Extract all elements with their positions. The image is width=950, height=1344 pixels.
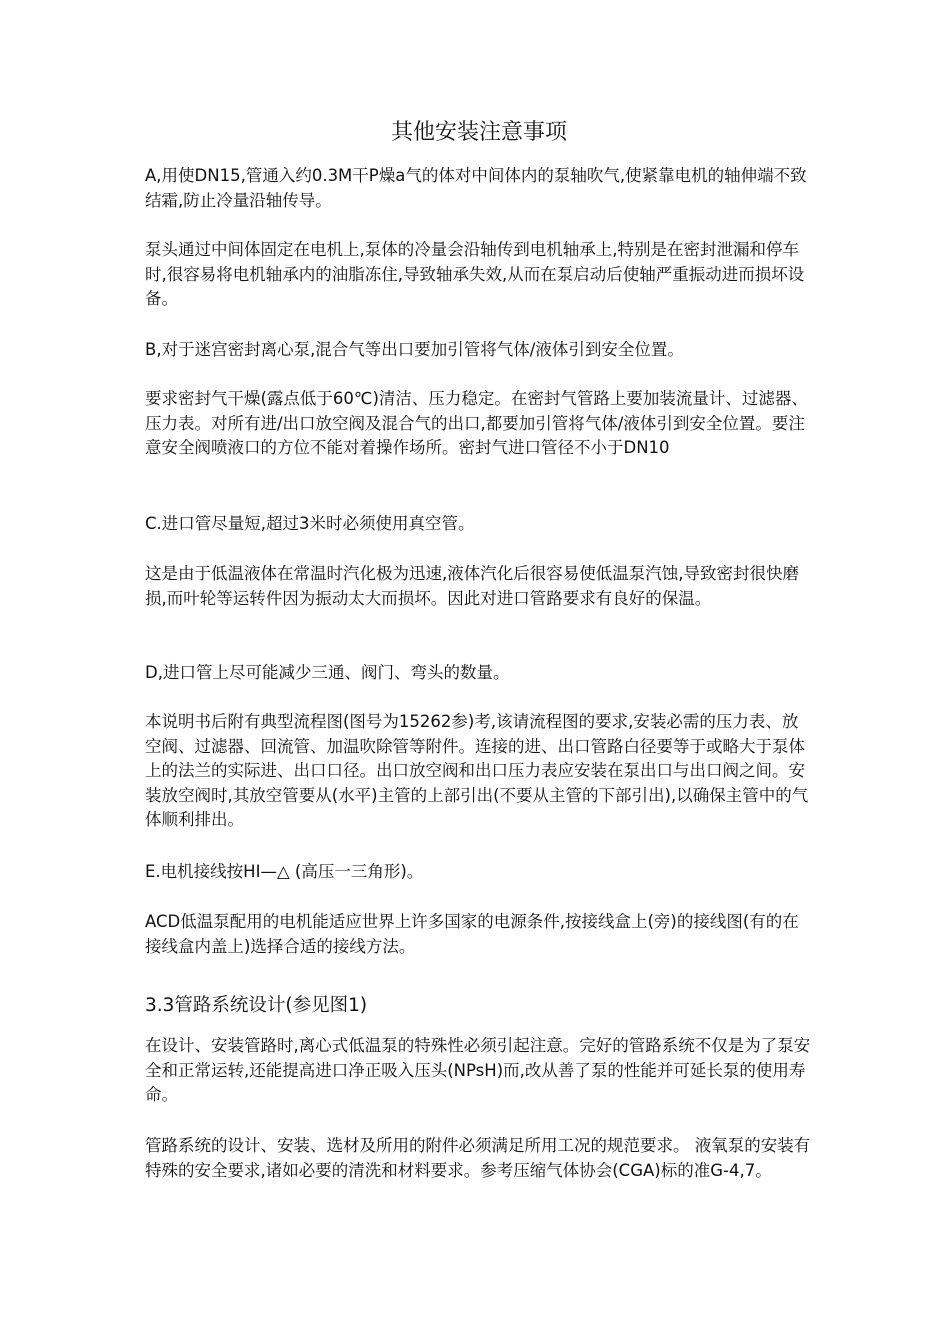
paragraph-b-detail: 要求密封气干燥(露点低于60℃)清洁、压力稳定。在密封气管路上要加装流量计、过滤器、压力表。对所有进/出口放空阀及混合气的出口,都要加引管将气体/液体引到安全位置。要注意安全阀喷液口的方位不能对着操作场所。密封气进口管径不小于DN10 (145, 389, 808, 457)
paragraph-e: E.电机接线按HI—△ (高压一三角形)。 (145, 862, 424, 881)
paragraph-d: D,进口管上尽可能减少三通、阀门、弯头的数量。 (145, 663, 510, 682)
paragraph-e-detail: ACD低温泵配用的电机能适应世界上许多国家的电源条件,按接线盒上(旁)的接线图(有的在接线盒内盖上)选择合适的接线方法。 (145, 912, 799, 956)
section-heading: 3.3管路系统设计(参见图1) (145, 995, 368, 1016)
paragraph-c: C.进口管尽量短,超过3米时必须使用真空管。 (145, 514, 475, 533)
paragraph-c-detail: 这是由于低温液体在常温时汽化极为迅速,液体汽化后很容易使低温泵汽蚀,导致密封很快磨损,而叶轮等运转件因为振动太大而损坏。因此对进口管路要求有良好的保温。 (145, 564, 799, 608)
section-paragraph-1: 在设计、安装管路时,离心式低温泵的特殊性必须引起注意。完好的管路系统不仅是为了泵安全和正常运转,还能提高进口净正吸入压头(NPsH)而,改从善了泵的性能并可延长泵的使用寿命。 (145, 1036, 811, 1104)
paragraph-b: B,对于迷宫密封离心泵,混合气等出口要加引管将气体/液体引到安全位置。 (145, 340, 684, 359)
section-paragraph-2: 管路系统的设计、安装、选材及所用的附件必须满足所用工况的规范要求。 液氧泵的安装有特殊的安全要求,诸如必要的清洗和材料要求。参考压缩气体协会(CGA)标的准G-4,7。 (145, 1136, 811, 1180)
document-title: 其他安装注意事项 (390, 120, 567, 145)
paragraph-a: A,用使DN15,管通入约0.3M干P燥a气的体对中间体内的泵轴吹气,使紧靠电机的轴伸端不致结霜,防止冷量沿轴传导。 (145, 166, 807, 210)
paragraph-a-detail: 泵头通过中间体固定在电机上,泵体的冷量会沿轴传到电机轴承上,特别是在密封泄漏和停车时,很容易将电机轴承内的油脂冻住,导致轴承失效,从而在泵启动后使轴严重振动进而损坏设备。 (145, 240, 805, 308)
paragraph-d-detail: 本说明书后附有典型流程图(图号为15262参)考,该请流程图的要求,安装必需的压力表、放空阀、过滤器、回流管、加温吹除管等附件。连接的进、出口管路白径要等于或略大于泵体上的法兰的实际进、出口口径。出口放空阀和出口压力表应安装在泵出口与出口阀之间。安装放空阀时,其放空管要从(水平)主管的上部引出(不要从主管的下部引出),以确保主管中的气体顺利排出。 (145, 712, 809, 829)
